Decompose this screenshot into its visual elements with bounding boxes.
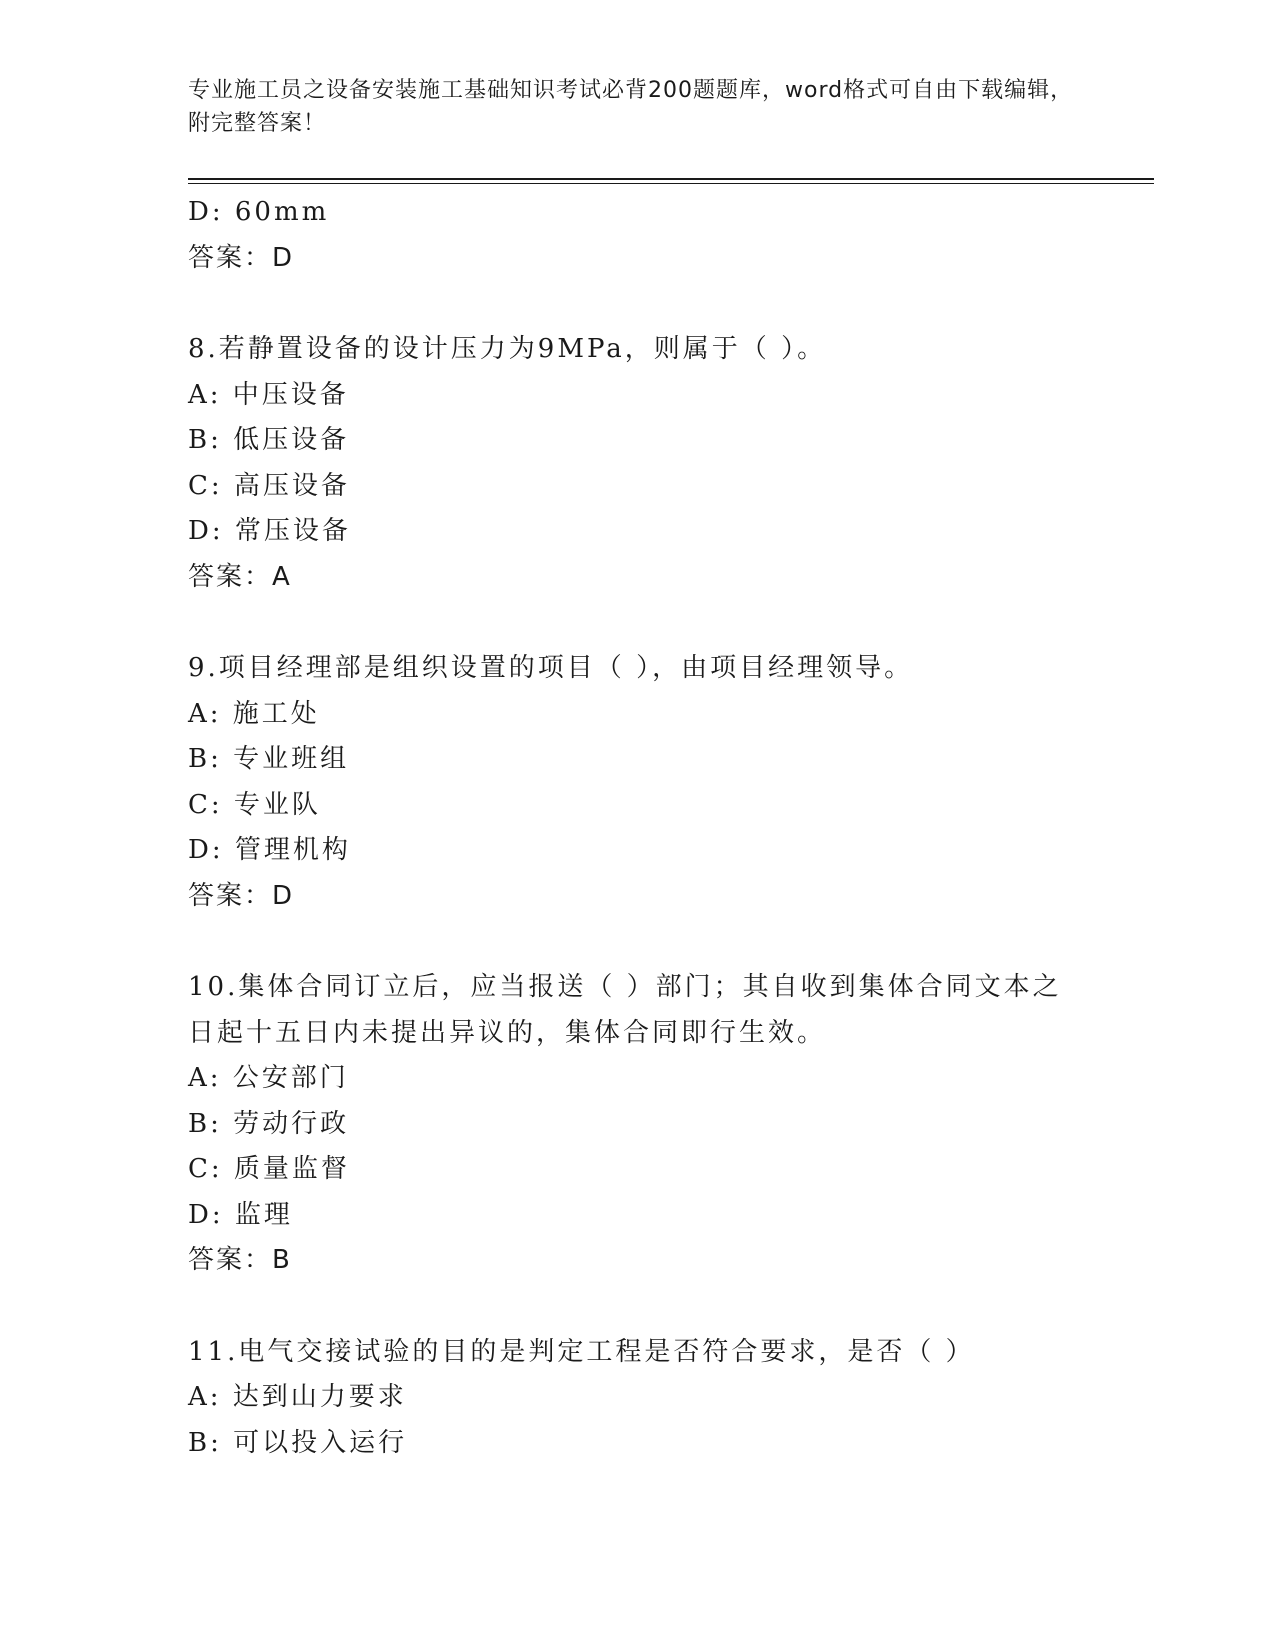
question-11	[188, 1330, 1088, 1467]
option-a: A: 公安部门	[188, 1063, 349, 1093]
answer-line: 答案：D	[188, 242, 295, 273]
answer-line: 答案：B	[188, 1245, 292, 1275]
question-list	[188, 190, 1088, 1466]
option-a: A: 达到山力要求	[188, 1382, 407, 1412]
header-rule-thick	[188, 178, 1154, 180]
option-b: B: 专业班组	[188, 744, 350, 774]
question-text: 11.电气交接试验的目的是判定工程是否符合要求，是否（ ）	[188, 1336, 975, 1367]
option-c: C: 专业队	[188, 789, 321, 820]
option-a: A: 施工处	[188, 698, 320, 729]
question-10	[188, 965, 1088, 1284]
answer-line: 答案：D	[188, 880, 295, 911]
option-b: B: 可以投入运行	[188, 1427, 408, 1458]
question-8	[188, 327, 1088, 600]
option-b: B: 低压设备	[188, 425, 350, 455]
option-b: B: 劳动行政	[188, 1108, 350, 1139]
question-text: 9.项目经理部是组织设置的项目（ ），由项目经理领导。	[188, 653, 914, 683]
option-d: D: 常压设备	[188, 516, 351, 546]
document-header: 专业施工员之设备安装施工基础知识考试必背200题题库，word格式可自由下载编辑，附完整答案！	[188, 78, 1074, 136]
header-rule-thin	[188, 183, 1154, 184]
question-text: 8.若静置设备的设计压力为9MPa，则属于（ ）。	[188, 334, 827, 364]
option-a: A: 中压设备	[188, 379, 349, 410]
question-text: 10.集体合同订立后，应当报送（ ）部门；其自收到集体合同文本之日起十五日内未提出异议的，集体合同即行生效。	[188, 972, 1062, 1048]
question-9	[188, 646, 1088, 919]
option-c: C: 质量监督	[188, 1154, 350, 1184]
option-d: D: 管理机构	[188, 835, 351, 865]
answer-line: 答案：A	[188, 561, 292, 592]
option-d: D: 60mm	[188, 197, 330, 227]
option-d: D: 监理	[188, 1199, 293, 1230]
option-c: C: 高压设备	[188, 470, 350, 501]
